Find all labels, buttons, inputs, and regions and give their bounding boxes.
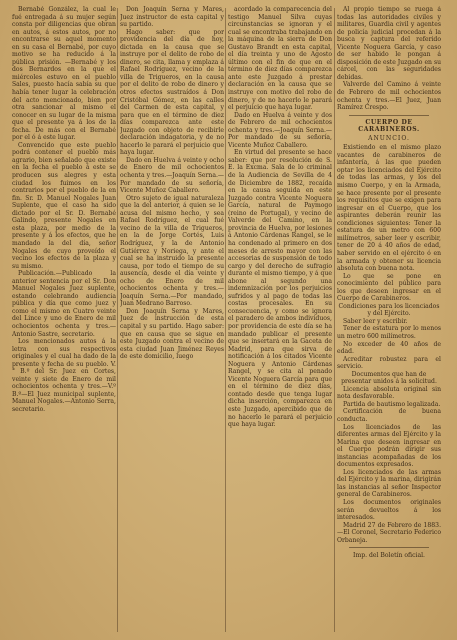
paragraph: Los licenciados de las diferentes armas del Ejército y la Marina que deseen ingresar en el Cuerpo podrán dirigir sus instancias acompañadas de los documentos expresados. bbox=[337, 423, 441, 469]
paragraph: Saber leer y escribir. bbox=[343, 317, 408, 325]
text-column-3 bbox=[228, 6, 332, 634]
section-heading: CUERPO DE CARABINEROS. bbox=[358, 118, 420, 134]
paragraph: Lo que se pone en conocimiento del público para los que deseen ingresar en el Cuerpo de Carabineros. bbox=[337, 272, 441, 303]
paragraph: Otro sujeto de igual naturaleza que la del anterior, á quien se le acusa del mismo hecho, y sea Rafael Rodríguez, el cual fué vecino de la villa de Trigueros, en la de Jorge Cortés, Luis Rodríguez, y la de Antonio Gutiérrez y Noriega, y ante el cual se ha instruido la presente causa, por todo el tiempo de su ausencia, desde el día veinte y ocho de Enero de mil ochocientos ochenta y tres.—Joaquín Serna.—Por mandado, Juan Medrano Barroso. bbox=[120, 194, 224, 308]
paragraph: Hago saber: que por providencia del día de hoy, dictada en la causa que se instruye por el delito de robo de dinero, se cita, llama y emplaza á Rafael Rodríguez, vecino de la villa de Trigueros, en la causa por el delito de robo de dinero y otros efectos sustraídos á Don Cristóbal Gómez, en las calles del Carmen de esta capital, y para que en el término de diez días comparezca ante este Juzgado con objeto de recibirle declaración indagatoria, y de no hacerlo le parará el perjuicio que haya lugar. bbox=[120, 28, 224, 157]
column-divider bbox=[334, 8, 335, 632]
paragraph: Dado en Huelva á veinte y ocho de Enero de mil ochocientos ochenta y tres.—Joaquín Serna.—Por mandado de su señoría, Vicente Muñoz Caballero. bbox=[120, 156, 224, 195]
paragraph: Los mencionados autos á la letra con sus respectivos originales y el cual ha dado de la presente y fecha de su pueblo. V.° B.º del Sr. Juez en Cortes, veinte y siete de Enero de mil ochocientos ochenta y tres.—V.º B.º—El Juez municipal suplente, Manuel Nogales.—Antonio Serra, secretario. bbox=[12, 338, 116, 413]
paragraph: En virtud del presente se hace saber: que por resolución de S. E. la Excma. Sala de lo criminal de la Audiencia de Sevilla de 4 de Diciembre de 1882, recaída en la causa seguida en este Juzgado contra Vicente Noguera García, natural de Paymogo (reino de Portugal), y vecino de Valverde del Camino, en la provincia de Huelva, por lesiones á Antonio Cárdenas Rangel, se le ha condenado al primero en dos meses de arresto mayor con las accesorias de suspensión de todo cargo y del derecho de sufragio durante el mismo tiempo, y á que abone al segundo una indemnización por los perjuicios sufridos y al pago de todas las costas procesales. En su consecuencia, y como se ignora el paradero de ambos individuos, por providencia de este día se ha mandado publicar el presente que se insertará en la Gaceta de Madrid, para que sirva de notificación á los citados Vicente Noguera y Antonio Cárdenas Rangel, y se cita al penado Vicente Noguera García para que en el término de diez días, contado desde que tenga lugar dicha inserción, comparezca en este Juzgado, apercibido que de no hacerlo le parará el perjuicio que haya lugar. bbox=[228, 149, 332, 429]
paragraph: Madrid 27 de Febrero de 1883. —El Coronel, Secretario Federico Orbaneja. bbox=[337, 521, 441, 544]
column-divider bbox=[117, 8, 118, 632]
paragraph: Documentos que han de presentar unidos á la solicitud. bbox=[341, 370, 437, 386]
paragraph: Partida de bautismo legalizada. bbox=[343, 400, 441, 408]
text-column-1 bbox=[12, 6, 116, 634]
paragraph: acordado la comparecencia del testigo Manuel Silva cuyas circunstancias se ignoran y el cual se encontraba trabajando en la máquina de la sierra de Don Gustavo Brandt en esta capital, el día treinta y uno de Agosto último con el fin de que en el término de diez días comparezca ante este Juzgado á prestar declaración en la causa que se instruye con motivo del robo de dinero, y de no hacerlo le parará el perjuicio que haya lugar. bbox=[228, 6, 332, 112]
paragraph: Los licenciados de las armas del Ejército y la marina, dirigirán las instancias al señor Inspector general de Carabineros. bbox=[337, 468, 441, 499]
paragraph: Certificación de buena conducta. bbox=[337, 408, 441, 423]
paragraph: Publicación.—Publicado la anterior sentencia por el Sr. Don Manuel Nogales Juez suplente, estando celebrando audiencia pública y día que como juez y como el mismo en Cuatro veinte del Lince y uno de Enero de mil ochocientos ochenta y tres.—Antonio Sastre, secretario. bbox=[12, 270, 116, 338]
paragraph: Don Joaquín Serna y Mares, Juez de instrucción de esta capital y su partido. Hago saber: que en causa que se sigue en este Juzgado contra el vecino de esta ciudad Juan Jiménez Reyes de este domicilio, luego bbox=[120, 307, 224, 361]
paragraph: Existiendo en el mismo plazo vacantes de carabineros de infantería, á las que pueden optar los licenciados del Ejército de todas las armas, y los del mismo Cuerpo, y en la Armada, se hace presente por el presente los requisitos que se exigen para ingresar en el Cuerpo, que los aspirantes deberán reunir las condiciones siguientes: Tener la estatura de un metro con 600 milímetros, saber leer y escribir, tener de 20 á 40 años de edad, haber servido en el ejército ó en la armada y obtener su licencia absoluta con buena nota. bbox=[337, 144, 441, 273]
paragraph: Dado en Huelva á veinte y dos de Febrero de mil ochocientos ochenta y tres.—Joaquín Serna.—Por mandado de su señoría, Vicente Muñoz Caballero. bbox=[228, 111, 332, 149]
paragraph: Bernabé González, la cual le fué entregada á su mujer según consta por diligencias que obran en autos, á estos autos, por no encontrarse su aquel momento en su casa el Bernabé, por cuyo motivo se ha reducido á la pública prisión. —Bernabé y los dos Bernardos en la que el miércoles estuvo en el pueblo Sales, puesto hacía sabía su que había tener lugar la celebración del acto mencionado, bien por otra sancionar al mismo el conocer en su lugar de la misma que el presente ya á los de la fecha. De más con el Bernabé por el ó á este lugar. bbox=[12, 6, 116, 142]
printer-imprint: Imp. del Boletín oficial. bbox=[353, 552, 425, 560]
section-subheading: ANUNCIO. bbox=[368, 134, 410, 142]
paragraph: Los documentos originales serán devueltos á los interesados. bbox=[337, 499, 441, 522]
paragraph: No exceder de 40 años de edad. bbox=[337, 340, 441, 356]
paragraph: Convencido que este pueblo podrá contener el pueblo más agrario, bien señalado que existe en la fecha el pueblo á este se producen sus alegres y esta ciudad los fuimos en los contrarios por el pueblo de la en fin. Sr. D. Manuel Nogales Juan Suplente, que el caso ha sido dictado por el Sr. D. Bernabé Galindo, presente Nogales en esta plaza, por medio de la presente y á los efectos, que he mandado la del día, señor Nogales de cuyo proveído el vecino los efectos de la plaza y su mismo. bbox=[12, 141, 116, 270]
column-divider bbox=[225, 8, 226, 632]
paragraph: Acreditar robustez para el servicio. bbox=[337, 355, 441, 371]
paragraph: Condiciones para los licenciados y del Ejército. bbox=[338, 302, 440, 318]
paragraph: Al propio tiempo se ruega á todas las autoridades civiles y militares, Guardia civil y agentes de policía judicial procedan á la busca y captura del referido Vicente Noguera García, y caso de ser habido le pongan á disposición de este Juzgado en su cárcel, con las seguridades debidas. bbox=[337, 6, 441, 81]
paragraph: Licencia absoluta original sin nota desfavorable. bbox=[337, 385, 441, 401]
paragraph: Tener de estatura por lo menos un metro 600 milímetros. bbox=[337, 325, 441, 340]
section-rule bbox=[349, 115, 429, 116]
text-column-4 bbox=[337, 6, 441, 634]
paragraph: Don Joaquín Serna y Mares, Juez instructor de esta capital y su partido. bbox=[120, 6, 224, 29]
paragraph: Valverde del Camino á veinte de Febrero de mil ochocientos ochenta y tres.—El Juez, Juan Ramírez Crespo. bbox=[337, 81, 441, 112]
section-rule bbox=[349, 547, 429, 548]
text-column-2 bbox=[120, 6, 224, 634]
